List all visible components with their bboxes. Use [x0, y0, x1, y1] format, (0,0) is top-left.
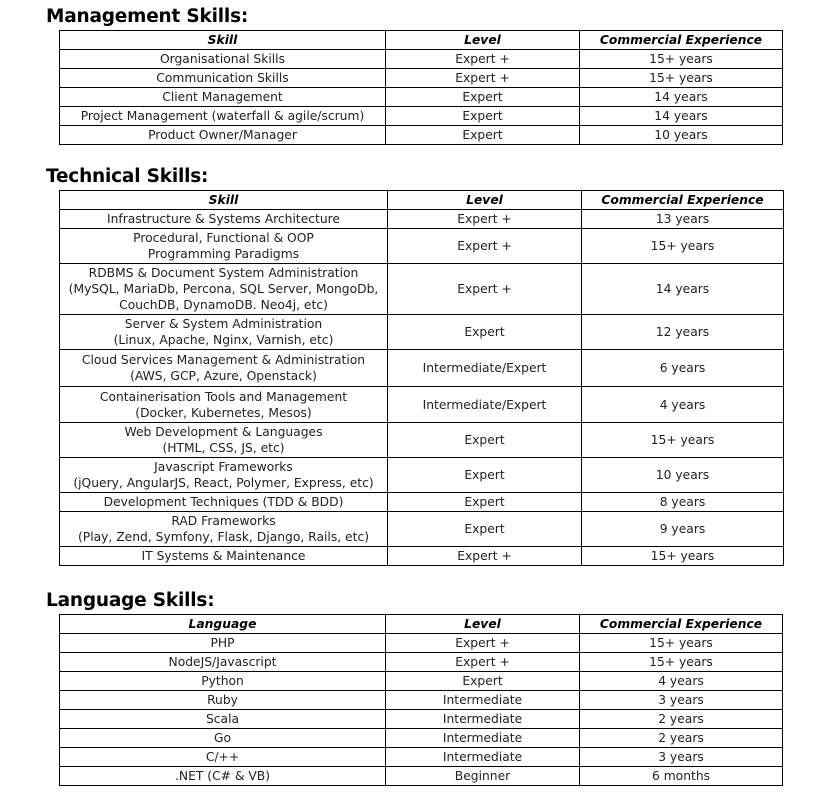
skill-line: Python — [201, 674, 244, 688]
experience-cell: 6 months — [580, 767, 783, 786]
language-skills-table — [59, 614, 783, 786]
skill-line: CouchDB, DynamoDB. Neo4j, etc) — [119, 298, 328, 312]
level-cell: Expert + — [388, 229, 582, 264]
skill-line: Web Development & Languages — [124, 425, 323, 439]
level-cell: Intermediate — [386, 729, 580, 748]
level-cell: Intermediate/Expert — [388, 350, 582, 387]
table-row — [60, 315, 784, 350]
table-row — [60, 672, 783, 691]
level-cell: Expert — [386, 672, 580, 691]
skill-cell — [60, 547, 388, 566]
experience-cell: 3 years — [580, 748, 783, 767]
skill-cell — [60, 748, 386, 767]
experience-cell: 15+ years — [582, 229, 784, 264]
skill-line: Communication Skills — [156, 71, 289, 85]
skill-line: (AWS, GCP, Azure, Openstack) — [130, 369, 317, 383]
skill-cell — [60, 493, 388, 512]
table-row — [60, 69, 783, 88]
experience-cell: 3 years — [580, 691, 783, 710]
skill-cell — [60, 387, 388, 423]
skill-cell — [60, 264, 388, 315]
level-cell: Expert + — [388, 210, 582, 229]
experience-cell: 10 years — [582, 458, 784, 493]
skill-cell — [60, 729, 386, 748]
table-row — [60, 653, 783, 672]
table-row — [60, 350, 784, 387]
table-row — [60, 210, 784, 229]
skill-line: Programming Paradigms — [147, 247, 300, 261]
skill-cell — [60, 653, 386, 672]
management-skills-table — [59, 30, 783, 145]
experience-cell: 12 years — [582, 315, 784, 350]
level-cell: Expert — [388, 315, 582, 350]
level-cell: Expert — [388, 458, 582, 493]
experience-column-header: Commercial Experience — [582, 191, 784, 210]
experience-cell: 4 years — [582, 387, 784, 423]
level-cell: Expert + — [388, 264, 582, 315]
skill-line: (jQuery, AngularJS, React, Polymer, Express, etc) — [73, 476, 374, 490]
experience-cell: 15+ years — [582, 547, 784, 566]
skill-line: (Linux, Apache, Nginx, Varnish, etc) — [113, 333, 334, 347]
experience-cell: 4 years — [580, 672, 783, 691]
experience-cell: 6 years — [582, 350, 784, 387]
experience-cell: 14 years — [582, 264, 784, 315]
skill-line: IT Systems & Maintenance — [141, 549, 306, 563]
skill-cell — [60, 710, 386, 729]
skill-cell — [60, 315, 388, 350]
experience-column-header: Commercial Experience — [580, 615, 783, 634]
experience-cell: 15+ years — [580, 50, 783, 69]
level-cell: Expert + — [386, 653, 580, 672]
skill-line: Go — [213, 731, 232, 745]
skill-line: Containerisation Tools and Management — [99, 389, 348, 404]
skill-cell — [60, 691, 386, 710]
skill-line: Infrastructure & Systems Architecture — [106, 212, 340, 226]
experience-cell: 2 years — [580, 710, 783, 729]
language-skills-heading: Language Skills: — [46, 590, 215, 611]
experience-cell: 9 years — [582, 512, 784, 547]
skill-line: Ruby — [207, 693, 238, 707]
table-row — [60, 264, 784, 315]
level-cell: Expert — [388, 423, 582, 458]
level-column-header: Level — [386, 31, 580, 50]
level-column-header: Level — [388, 191, 582, 210]
level-cell: Expert — [388, 512, 582, 547]
table-row — [60, 634, 783, 653]
skill-line: (HTML, CSS, JS, etc) — [162, 441, 285, 455]
skill-cell — [60, 88, 386, 107]
table-row — [60, 229, 784, 264]
experience-cell: 15+ years — [580, 69, 783, 88]
level-cell: Expert + — [386, 69, 580, 88]
table-row — [60, 126, 783, 145]
level-cell: Expert + — [386, 50, 580, 69]
table-row — [60, 88, 783, 107]
table-row — [60, 767, 783, 786]
skill-line: NodeJS/Javascript — [168, 655, 277, 669]
skill-cell — [60, 350, 388, 387]
skill-line: .NET (C# & VB) — [174, 769, 271, 783]
skill-cell — [60, 512, 388, 547]
skill-line: Development Techniques (TDD & BDD) — [103, 495, 344, 509]
skill-cell — [60, 107, 386, 126]
language-column-header: Language — [60, 615, 386, 634]
level-cell: Intermediate — [386, 691, 580, 710]
table-row — [60, 547, 784, 566]
experience-cell: 15+ years — [580, 653, 783, 672]
table-header-row — [60, 31, 783, 50]
skill-cell — [60, 126, 386, 145]
table-row — [60, 423, 784, 458]
table-row — [60, 691, 783, 710]
technical-skills-heading: Technical Skills: — [46, 166, 209, 187]
level-cell: Expert — [386, 107, 580, 126]
level-cell: Expert + — [386, 634, 580, 653]
skill-line: Project Management (waterfall & agile/scrum) — [80, 109, 365, 123]
level-cell: Expert — [388, 493, 582, 512]
skill-cell — [60, 458, 388, 493]
table-row — [60, 458, 784, 493]
skill-line: C/++ — [205, 750, 240, 764]
skill-line: (Play, Zend, Symfony, Flask, Django, Rails, etc) — [77, 530, 369, 544]
experience-cell: 2 years — [580, 729, 783, 748]
experience-cell: 13 years — [582, 210, 784, 229]
table-row — [60, 710, 783, 729]
experience-cell: 14 years — [580, 107, 783, 126]
table-row — [60, 50, 783, 69]
skill-cell — [60, 69, 386, 88]
table-row — [60, 729, 783, 748]
table-row — [60, 512, 784, 547]
skill-line: Client Management — [162, 90, 283, 104]
management-skills-heading: Management Skills: — [46, 6, 249, 27]
skill-cell — [60, 672, 386, 691]
table-header-row — [60, 615, 783, 634]
experience-cell: 15+ years — [580, 634, 783, 653]
skill-column-header: Skill — [60, 191, 388, 210]
skill-line: Server & System Administration — [124, 317, 323, 331]
skill-cell — [60, 210, 388, 229]
skill-line: Organisational Skills — [159, 52, 285, 66]
level-cell: Expert — [386, 88, 580, 107]
skill-cell — [60, 229, 388, 264]
skill-column-header: Skill — [60, 31, 386, 50]
level-cell: Intermediate — [386, 710, 580, 729]
table-row — [60, 748, 783, 767]
level-cell: Beginner — [386, 767, 580, 786]
skill-line: Procedural, Functional & OOP — [133, 231, 314, 245]
skill-line: PHP — [210, 636, 235, 650]
experience-column-header: Commercial Experience — [580, 31, 783, 50]
experience-cell: 14 years — [580, 88, 783, 107]
level-cell: Intermediate — [386, 748, 580, 767]
experience-cell: 15+ years — [582, 423, 784, 458]
level-cell: Expert — [386, 126, 580, 145]
skill-cell — [60, 423, 388, 458]
table-row — [60, 387, 784, 423]
skill-line: (Docker, Kubernetes, Mesos) — [135, 405, 312, 420]
skill-line: RAD Frameworks — [171, 514, 276, 528]
skill-line: RDBMS & Document System Administration — [88, 266, 359, 280]
experience-cell: 8 years — [582, 493, 784, 512]
level-cell: Intermediate/Expert — [388, 387, 582, 423]
table-row — [60, 107, 783, 126]
skill-line: Scala — [205, 712, 240, 726]
skill-cell — [60, 634, 386, 653]
table-header-row — [60, 191, 784, 210]
skill-line: Javascript Frameworks — [154, 460, 293, 474]
level-column-header: Level — [386, 615, 580, 634]
table-row — [60, 493, 784, 512]
level-cell: Expert + — [388, 547, 582, 566]
skill-line: Cloud Services Management & Administration — [81, 353, 366, 367]
skill-line: (MySQL, MariaDb, Percona, SQL Server, MongoDb, — [68, 282, 379, 296]
skill-cell — [60, 50, 386, 69]
skill-cell — [60, 767, 386, 786]
experience-cell: 10 years — [580, 126, 783, 145]
technical-skills-table — [59, 190, 784, 566]
skill-line: Product Owner/Manager — [148, 128, 297, 142]
